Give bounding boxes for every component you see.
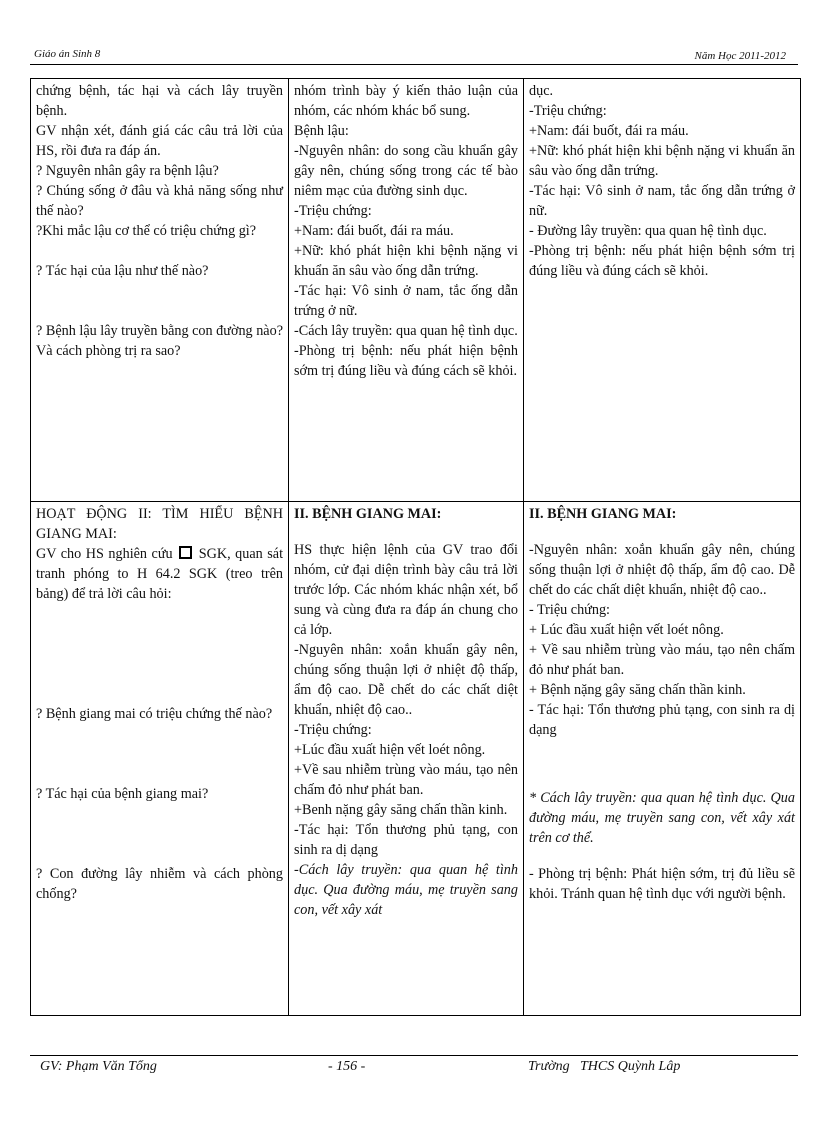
text-line: -Triệu chứng: xyxy=(294,722,372,738)
intro-text-a: GV cho HS nghiên cứu xyxy=(36,546,173,562)
table-row-syphilis xyxy=(31,502,801,1016)
text-line: -Tác hại: Tổn thương phủ tạng, con sinh ra dị dạng xyxy=(294,822,518,858)
text-line: -Triệu chứng: xyxy=(294,203,372,219)
page-number: - 156 - xyxy=(328,1059,366,1074)
text-line: -Triệu chứng: xyxy=(529,103,607,119)
text-line: +Nữ: khó phát hiện khi bệnh nặng vi khuẩn ăn sâu vào ống dẫn trứng. xyxy=(294,243,518,279)
text-line: +Nam: đái buốt, đái ra máu. xyxy=(529,123,689,139)
textbook-square-icon xyxy=(179,546,192,559)
question: ? Bệnh lậu lây truyền bằng con đường nào? Và cách phòng trị ra sao? xyxy=(36,323,283,359)
transmission-note: * Cách lây truyền: qua quan hệ tình dục. Qua đường máu, mẹ truyền sang con, vết xây xát trên cơ thể. xyxy=(529,790,795,846)
text-line: -Phòng trị bệnh: nếu phát hiện bệnh sớm trị đúng liều và đúng cách sẽ khỏi. xyxy=(294,343,518,379)
text-line: +Benh nặng gây săng chấn thần kinh. xyxy=(294,802,508,818)
section-heading: II. BỆNH GIANG MAI: xyxy=(529,506,677,522)
text-line: -Nguyên nhân: do song cầu khuẩn gây gây nên, chúng sống trong các tế bào niêm mạc của đường sinh dục. xyxy=(294,143,518,199)
text-line: dục. xyxy=(529,83,554,99)
header-school-year: Năm Học 2011-2012 xyxy=(694,50,786,62)
teacher-activity-cell xyxy=(31,79,289,502)
lesson-table xyxy=(30,78,801,1016)
text-line: HS thực hiện lệnh của GV trao đổi nhóm, cử đại diện trình bày câu trả lời trước lớp. Các nhóm khác nhận xét, bổ sung và cùng đưa ra đáp án chung cho cả lớp. xyxy=(294,542,518,638)
table-row-gonorrhea xyxy=(31,79,801,502)
text-line: - Đường lây truyền: qua quan hệ tình dục. xyxy=(529,223,767,239)
question: ? Tác hại của lậu như thế nào? xyxy=(36,263,209,279)
page-footer xyxy=(0,1059,816,1081)
student-activity-cell xyxy=(289,502,524,1016)
header-subject: Giáo án Sinh 8 xyxy=(34,48,101,60)
question: ?Khi mắc lậu cơ thể có triệu chứng gì? xyxy=(36,223,257,239)
text-line: -Tác hại: Vô sinh ở nam, tắc ống dẫn trứng ở nữ. xyxy=(529,183,795,219)
text-line xyxy=(36,544,283,604)
text-line: chứng bệnh, tác hại và cách lây truyền bệnh. xyxy=(36,83,283,119)
question: ? Bệnh giang mai có triệu chứng thế nào? xyxy=(36,706,273,722)
text-line: +Lúc đầu xuất hiện vết loét nông. xyxy=(294,742,486,758)
content-cell xyxy=(524,502,801,1016)
text-line: - Tác hại: Tổn thương phủ tạng, con sinh ra dị dạng xyxy=(529,702,795,738)
text-line: -Cách lây truyền: qua quan hệ tình dục. xyxy=(294,323,518,339)
teacher-activity-cell xyxy=(31,502,289,1016)
text-line: Bệnh lậu: xyxy=(294,123,349,139)
text-line: -Tác hại: Vô sinh ở nam, tắc ống dẫn trứng ở nữ. xyxy=(294,283,518,319)
question: ? Nguyên nhân gây ra bệnh lậu? xyxy=(36,163,219,179)
section-heading: II. BỆNH GIANG MAI: xyxy=(294,506,442,522)
question: ? Tác hại của bệnh giang mai? xyxy=(36,786,209,802)
content-cell xyxy=(524,79,801,502)
text-line: + Về sau nhiễm trùng vào máu, tạo nên chấm đỏ như phát ban. xyxy=(529,642,795,678)
transmission-note: -Cách lây truyền: qua quan hệ tình dục. Qua đường máu, mẹ truyền sang con, vết xây xát xyxy=(294,862,518,918)
question: ? Con đường lây nhiễm và cách phòng chống? xyxy=(36,866,283,902)
text-line: +Nam: đái buốt, đái ra máu. xyxy=(294,223,454,239)
text-line: - Triệu chứng: xyxy=(529,602,610,618)
text-line: nhóm trình bày ý kiến thảo luận của nhóm, các nhóm khác bổ sung. xyxy=(294,83,518,119)
text-line: +Nữ: khó phát hiện khi bệnh nặng vi khuẩn ăn sâu vào ống dẫn trứng. xyxy=(529,143,795,179)
text-line: + Lúc đầu xuất hiện vết loét nông. xyxy=(529,622,724,638)
header-divider xyxy=(30,64,798,65)
footer-divider xyxy=(30,1055,798,1056)
text-line: -Nguyên nhân: xoắn khuẩn gây nên, chúng sống thuận lợi ở nhiệt độ thấp, ẩm độ cao. Dễ chết do các chất diệt khuẩn, nhiệt độ cao.. xyxy=(294,642,518,718)
student-activity-cell xyxy=(289,79,524,502)
section-heading: HOẠT ĐỘNG II: TÌM HIỂU BỆNH GIANG MAI: xyxy=(36,506,283,542)
text-line: +Về sau nhiễm trùng vào máu, tạo nên chấm đỏ như phát ban. xyxy=(294,762,518,798)
footer-school-label: Trường xyxy=(528,1059,570,1074)
treatment-note: - Phòng trị bệnh: Phát hiện sớm, trị đủ liều sẽ khỏi. Tránh quan hệ tình dục với người bệnh. xyxy=(529,866,795,902)
text-line: + Bệnh nặng gây săng chấn thần kinh. xyxy=(529,682,746,698)
question: ? Chúng sống ở đâu và khả năng sống như thế nào? xyxy=(36,183,283,219)
text-line: -Nguyên nhân: xoắn khuẩn gây nên, chúng sống thuận lợi ở nhiệt độ thấp, ẩm độ cao. Dễ chết do các chất diệt khuẩn, nhiệt độ cao.. xyxy=(529,542,795,598)
footer-teacher: GV: Phạm Văn Tổng xyxy=(40,1059,157,1074)
text-line: -Phòng trị bệnh: nếu phát hiện bệnh sớm trị đúng liều và đúng cách sẽ khỏi. xyxy=(529,243,795,279)
footer-school-name: THCS Quỳnh Lâp xyxy=(580,1059,681,1074)
page-header xyxy=(34,48,798,64)
intro-text-b: SGK, quan sát tranh phóng to H 64.2 SGK (treo trên bảng) để trả lời câu hỏi: xyxy=(36,546,284,602)
text-line: GV nhận xét, đánh giá các câu trả lời của HS, rồi đưa ra đáp án. xyxy=(36,123,283,159)
